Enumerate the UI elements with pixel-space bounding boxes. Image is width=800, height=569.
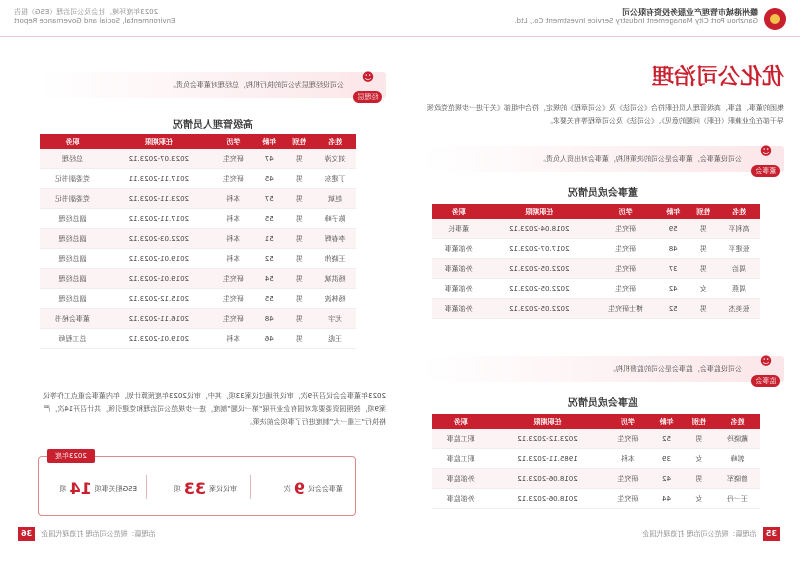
- stats-box: [38, 452, 356, 516]
- table-cell: 研究生: [213, 169, 255, 189]
- table-cell: 54: [254, 269, 284, 289]
- table-cell: 男: [284, 309, 314, 329]
- table-cell: 男: [284, 269, 314, 289]
- table-cell: 本科: [213, 229, 255, 249]
- column-header: 任职期限: [490, 414, 606, 429]
- table-cell: 52: [658, 299, 688, 319]
- table-cell: 杨林波: [314, 289, 356, 309]
- management-table: [40, 134, 356, 349]
- column-header: 任职期限: [485, 204, 593, 219]
- table-cell: 48: [658, 239, 688, 259]
- table-row: [432, 299, 760, 319]
- table-cell: 李春辉: [314, 229, 356, 249]
- table-cell: 2022.05-2023.12: [485, 279, 593, 299]
- table-cell: 研究生: [593, 259, 658, 279]
- intro-paragraph: 集团的董事、监事、高级管理人员任职符合《公司法》及《公司章程》的规定，符合中组部《关于进一步规范党政领导干部在企业兼职（任职）问题的意见》、《公司法》及公司章程等有关要求。: [427, 104, 784, 125]
- stat-board-meetings: 董事会会议9次: [283, 479, 343, 498]
- table-cell: 男: [284, 169, 314, 189]
- table-cell: 研究生: [605, 489, 650, 509]
- table-cell: 42: [658, 279, 688, 299]
- table-cell: 外部监事: [432, 489, 490, 509]
- table-cell: 1985.11-2023.12: [490, 449, 606, 469]
- table-cell: 55: [254, 289, 284, 309]
- table-cell: 陈子峰: [314, 209, 356, 229]
- table-row: [40, 289, 356, 309]
- table-cell: 男: [688, 259, 718, 279]
- table-cell: 职工监事: [432, 429, 490, 449]
- table-row: [40, 269, 356, 289]
- header-rule: [0, 36, 400, 37]
- table-cell: 55: [254, 209, 284, 229]
- table-cell: 2022.05-2023.12: [485, 299, 593, 319]
- table-cell: 2018.04-2023.12: [485, 219, 593, 239]
- table-cell: 周治: [718, 259, 760, 279]
- management-note: ☻ 经理层 公司设经理层为公司的执行机构，总经理对董事会负责。: [40, 72, 386, 98]
- table-cell: 2023.11-2023.12: [105, 189, 212, 209]
- governance-paragraph: 2023年董事会会议召开9次，审议并通过议案33项，其中，审议2023年度预算计划、年内董事会重点工作等议案9项，按照国资委要求对国有企业开展“第一议题”制度，进一步规范公司治理和党建引领，共计召开14次，严格执行“三重一大”制度进行了事项会前决策。: [43, 392, 386, 426]
- table-cell: 2018.06-2023.12: [490, 469, 606, 489]
- page-35: [400, 0, 800, 569]
- table-cell: 杨洪斌: [314, 269, 356, 289]
- company-logo-icon: [764, 8, 786, 30]
- management-table-title: 高级管理人员情况: [173, 120, 253, 131]
- column-header: 学历: [605, 414, 650, 429]
- users-icon: ☻: [361, 70, 375, 84]
- table-cell: 王一丹: [715, 489, 760, 509]
- table-cell: 46: [254, 329, 284, 349]
- table-cell: 47: [254, 149, 284, 169]
- table-cell: 副总经理: [40, 269, 105, 289]
- column-header: 姓名: [715, 414, 760, 429]
- table-cell: 研究生: [605, 469, 650, 489]
- table-cell: 42: [650, 469, 682, 489]
- column-header: 职务: [432, 414, 490, 429]
- table-row: [432, 219, 760, 239]
- column-header: 职务: [40, 134, 105, 149]
- table-cell: 2022.05-2023.12: [485, 259, 593, 279]
- column-header: 职务: [432, 204, 485, 219]
- table-cell: 副总经理: [40, 229, 105, 249]
- table-cell: 本科: [213, 209, 255, 229]
- users-icon: ☻: [759, 144, 773, 158]
- table-cell: 本科: [213, 329, 255, 349]
- column-header: 年龄: [658, 204, 688, 219]
- stat-esg-items: ESG相关事项14项: [59, 479, 137, 498]
- table-cell: 高利平: [718, 219, 760, 239]
- table-header-row: [432, 414, 760, 429]
- table-cell: 研究生: [213, 309, 255, 329]
- table-cell: 戴晓玲: [715, 429, 760, 449]
- table-header-row: [432, 204, 760, 219]
- board-table: [432, 204, 760, 319]
- table-cell: 曾晓军: [715, 469, 760, 489]
- table-cell: 副总经理: [40, 249, 105, 269]
- year-tag: 2023年度: [47, 449, 95, 463]
- table-cell: 59: [658, 219, 688, 239]
- table-cell: 职工监事: [432, 449, 490, 469]
- table-cell: 研究生: [593, 279, 658, 299]
- header-rule: [400, 36, 800, 37]
- table-cell: 女: [688, 279, 718, 299]
- table-cell: 本科: [605, 449, 650, 469]
- column-header: 年龄: [254, 134, 284, 149]
- column-header: 学历: [593, 204, 658, 219]
- table-cell: 2019.01-2023.12: [105, 249, 212, 269]
- column-header: 任职期限: [105, 134, 212, 149]
- table-row: [432, 489, 760, 509]
- table-cell: 男: [683, 429, 715, 449]
- table-cell: 2017.07-2023.12: [485, 239, 593, 259]
- table-cell: 研究生: [213, 269, 255, 289]
- page-title: 优化公司治理: [651, 65, 784, 90]
- table-cell: 男: [688, 239, 718, 259]
- table-cell: 外部董事: [432, 239, 485, 259]
- table-row: [40, 249, 356, 269]
- table-row: [432, 259, 760, 279]
- table-cell: 副总经理: [40, 289, 105, 309]
- table-cell: 男: [284, 229, 314, 249]
- table-cell: 研究生: [213, 149, 255, 169]
- table-cell: 王彪: [314, 329, 356, 349]
- company-name: 赣州港城市管理产业服务投资有限公司 Ganzhou Port City Management Industry Service Investment Co., Ltd.: [514, 8, 758, 25]
- table-cell: 本科: [213, 249, 255, 269]
- table-cell: 51: [254, 229, 284, 249]
- table-cell: 男: [688, 219, 718, 239]
- table-row: [40, 229, 356, 249]
- table-cell: 44: [650, 489, 682, 509]
- supervisor-note: ☻ 监事会 公司设监事会，监事会是公司的监督机构。: [422, 356, 784, 382]
- column-header: 性别: [688, 204, 718, 219]
- board-table-title: 董事会成员情况: [568, 188, 638, 199]
- table-cell: 女: [683, 449, 715, 469]
- table-cell: 2017.11-2023.11: [105, 169, 212, 189]
- table-row: [40, 209, 356, 229]
- supervisor-table: [432, 414, 760, 509]
- table-cell: 52: [254, 249, 284, 269]
- table-cell: 外部董事: [432, 279, 485, 299]
- column-header: 姓名: [718, 204, 760, 219]
- table-cell: 2015.12-2023.12: [105, 289, 212, 309]
- table-cell: 外部董事: [432, 299, 485, 319]
- table-cell: 周燕: [718, 279, 760, 299]
- column-header: 学历: [213, 134, 255, 149]
- table-cell: 2019.01-2023.12: [105, 329, 212, 349]
- table-cell: 男: [284, 189, 314, 209]
- supervisor-table-title: 监事会成员情况: [568, 398, 638, 409]
- table-cell: 39: [650, 449, 682, 469]
- table-cell: 总经理: [40, 149, 105, 169]
- table-row: [40, 189, 356, 209]
- table-header-row: [40, 134, 356, 149]
- table-cell: 女: [683, 489, 715, 509]
- table-cell: 总工程师: [40, 329, 105, 349]
- table-cell: 丁建东: [314, 169, 356, 189]
- table-row: [40, 169, 356, 189]
- table-cell: 2016.11-2023.12: [105, 309, 212, 329]
- table-cell: 37: [658, 259, 688, 279]
- table-cell: 王晓伟: [314, 249, 356, 269]
- table-cell: 2017.11-2023.12: [105, 209, 212, 229]
- table-cell: 张建平: [718, 239, 760, 259]
- column-header: 姓名: [314, 134, 356, 149]
- table-row: [432, 449, 760, 469]
- table-row: [432, 469, 760, 489]
- report-title: 2023年度环境、社会及公司治理（ESG）报告 Environmental, Social and Governance Report: [14, 8, 176, 25]
- table-cell: 尤宇: [314, 309, 356, 329]
- table-cell: 45: [254, 169, 284, 189]
- table-cell: 博士研究生: [593, 299, 658, 319]
- table-cell: 2023.12-2023.12: [490, 429, 606, 449]
- table-cell: 2018.06-2023.12: [490, 489, 606, 509]
- users-icon: ☻: [759, 354, 773, 368]
- table-row: [40, 329, 356, 349]
- table-row: [40, 149, 356, 169]
- table-cell: 张美杰: [718, 299, 760, 319]
- table-cell: 研究生: [605, 429, 650, 449]
- table-cell: 48: [254, 309, 284, 329]
- table-cell: 党委副书记: [40, 169, 105, 189]
- table-cell: 男: [688, 299, 718, 319]
- table-cell: 赵斌: [314, 189, 356, 209]
- table-cell: 研究生: [593, 219, 658, 239]
- table-cell: 52: [650, 429, 682, 449]
- table-cell: 57: [254, 189, 284, 209]
- table-cell: 外部董事: [432, 259, 485, 279]
- stat-motions: 审议议案33项: [173, 479, 237, 498]
- table-cell: 研究生: [593, 239, 658, 259]
- table-cell: 2023.07-2023.12: [105, 149, 212, 169]
- table-cell: 董事会秘书: [40, 309, 105, 329]
- table-cell: 2019.01-2023.12: [105, 269, 212, 289]
- table-cell: 男: [683, 469, 715, 489]
- table-cell: 副总经理: [40, 209, 105, 229]
- column-header: 性别: [284, 134, 314, 149]
- table-row: [40, 309, 356, 329]
- column-header: 年龄: [650, 414, 682, 429]
- table-cell: 外部监事: [432, 469, 490, 489]
- table-cell: 男: [284, 149, 314, 169]
- table-cell: 2022.03-2023.12: [105, 229, 212, 249]
- table-cell: 男: [284, 329, 314, 349]
- table-cell: 郭峰: [715, 449, 760, 469]
- table-row: [432, 279, 760, 299]
- page-footer: 治理篇：规范公司治理 打造现代国企 36: [14, 525, 156, 543]
- table-cell: 男: [284, 249, 314, 269]
- table-cell: 董事长: [432, 219, 485, 239]
- table-cell: 男: [284, 209, 314, 229]
- table-cell: 本科: [213, 189, 255, 209]
- table-row: [432, 429, 760, 449]
- table-cell: 研究生: [213, 289, 255, 309]
- table-cell: 男: [284, 289, 314, 309]
- page-footer: 35 治理篇：规范公司治理 打造现代国企: [642, 525, 784, 543]
- board-note: ☻ 董事会 公司设董事会，董事会是公司的决策机构，董事会对出资人负责。: [422, 146, 784, 172]
- column-header: 性别: [683, 414, 715, 429]
- table-row: [432, 239, 760, 259]
- table-cell: 党委副书记: [40, 189, 105, 209]
- table-cell: 刘文涛: [314, 149, 356, 169]
